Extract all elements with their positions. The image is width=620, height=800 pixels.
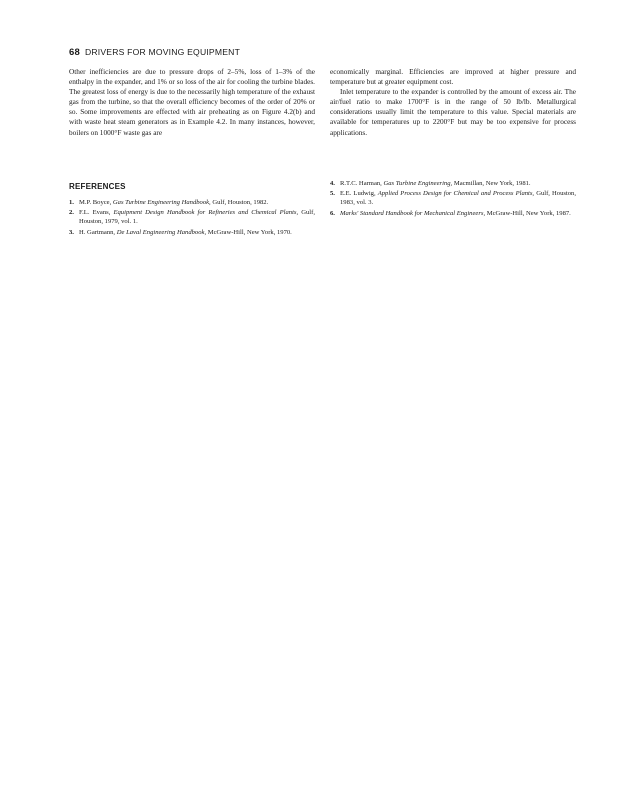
references-heading: REFERENCES	[69, 182, 126, 191]
reference-authors: E.E. Ludwig,	[340, 190, 376, 198]
reference-number: 6.	[330, 209, 335, 217]
reference-item	[69, 209, 315, 227]
reference-item	[330, 190, 576, 208]
reference-authors: R.T.C. Harman,	[340, 180, 382, 187]
reference-number: 3.	[69, 228, 74, 236]
running-head-title: DRIVERS FOR MOVING EQUIPMENT	[84, 47, 241, 57]
reference-item	[69, 199, 315, 208]
reference-title: Equipment Design Handbook for Refineries and Chemical Plants,	[113, 209, 299, 217]
reference-number: 4.	[330, 180, 335, 187]
reference-list-right	[330, 180, 576, 220]
body-column-right	[330, 67, 576, 138]
reference-authors: M.P. Boyce,	[79, 199, 112, 206]
body-column-left	[69, 67, 315, 138]
reference-authors: H. Gartmann,	[79, 228, 116, 236]
reference-number: 2.	[69, 209, 74, 217]
reference-details: Gulf, Houston, 1979, vol. 1.	[79, 209, 315, 226]
body-paragraph: economically marginal. Efficiencies are improved at higher pressure and temperature but at greater equipment cost.	[330, 67, 576, 87]
body-paragraph: Inlet temperature to the expander is controlled by the amount of excess air. The air/fuel ratio to make 1700°F is in the range of 50 lb/lb. Metallurgical considerations usually limit the temperature to this value. Special materials are available for temperatures up to 2200°F but may be too expensive for process applications.	[330, 87, 576, 137]
reference-title: Marks' Standard Handbook for Mechanical Engineers,	[340, 209, 486, 217]
running-head	[69, 47, 240, 58]
body-paragraph: Other inefficiencies are due to pressure drops of 2–5%, loss of 1–3% of the enthalpy in the expander, and 1% or so loss of the air for cooling the turbine blades. The greatest loss of energy is due to the necessarily high temperature of the exhaust gas from the turbine, so that the overall efficiency becomes of the order of 20% or so. Some improvements are effected with air preheating as on Figure 4.2(b) and with waste heat steam generators as in Example 4.2. In many instances, however, boilers on 1000°F waste gas are	[69, 67, 315, 137]
reference-details: McGraw-Hill, New York, 1970.	[207, 228, 292, 236]
reference-number: 5.	[330, 190, 335, 198]
reference-item	[330, 210, 576, 219]
reference-number: 1.	[69, 199, 74, 206]
reference-title: Gas Turbine Engineering Handbook,	[112, 199, 211, 206]
reference-item	[69, 229, 315, 238]
reference-authors: F.L. Evans,	[79, 209, 111, 217]
reference-details: Gulf, Houston, 1982.	[212, 199, 269, 206]
reference-title: Applied Process Design for Chemical and Process Plants,	[377, 190, 535, 198]
reference-item	[330, 180, 576, 189]
reference-details: McGraw-Hill, New York, 1987.	[486, 209, 571, 217]
reference-title: Gas Turbine Engineering,	[383, 180, 453, 187]
page-number: 68	[69, 47, 80, 58]
reference-details: Gulf, Houston, 1983, vol. 3.	[340, 190, 576, 207]
reference-details: Macmillan, New York, 1981.	[453, 180, 531, 187]
reference-list-left	[69, 199, 315, 239]
reference-title: De Laval Engineering Handbook,	[116, 228, 207, 236]
